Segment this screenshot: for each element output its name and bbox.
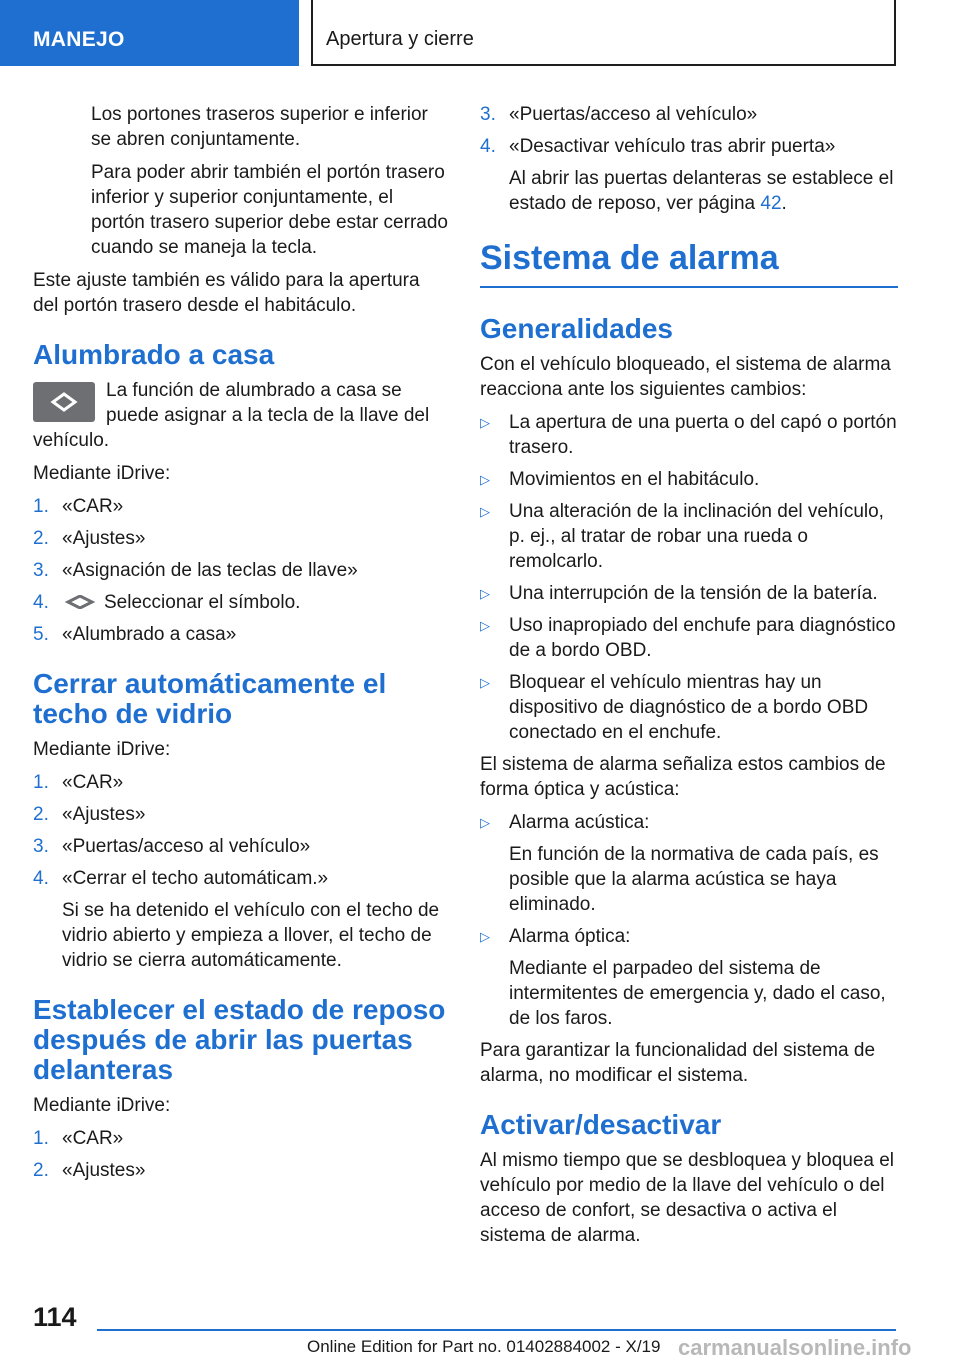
- step-note: Si se ha detenido el vehículo con el techo de vidrio abierto y empieza a llover, el techo de vidrio se cierra automáticamente.: [62, 900, 440, 971]
- list-item: ▷ Una alteración de la inclinación del vehículo, p. ej., al tratar de robar una rueda o remolcarlo.: [480, 501, 884, 572]
- alarm-triggers-list: [480, 410, 898, 745]
- heading-activar: Activar/desactivar: [480, 1109, 722, 1140]
- diamond-symbol-icon: [62, 595, 98, 609]
- generalidades-intro: Con el vehículo bloqueado, el sistema de alarma reacciona ante los siguientes cambios:: [480, 354, 891, 400]
- list-item: ▷ Alarma óptica: Mediante el parpadeo del sistema de intermitentes de emergencia y, dado el caso, de los faros.: [480, 926, 886, 1029]
- page-number: 114: [33, 1302, 77, 1332]
- page-link[interactable]: 42: [760, 193, 782, 214]
- list-item: 2. «Ajustes»: [33, 804, 146, 825]
- techo-steps: [33, 770, 448, 973]
- key-button-diamond-icon: [33, 382, 95, 422]
- list-item: ▷ Bloquear el vehículo mientras hay un dispositivo de diagnóstico de a bordo OBD conectado en el enchufe.: [480, 672, 869, 743]
- list-item: 5. «Alumbrado a casa»: [33, 624, 237, 645]
- alumbrado-mediante: Mediante iDrive:: [33, 463, 171, 484]
- alumbrado-text: La función de alumbrado a casa se puede asignar a la tecla de la llave del vehículo.: [33, 380, 430, 451]
- heading-techo: Cerrar automáticamente el techo de vidrio: [33, 668, 387, 729]
- reposo-steps-right: [480, 102, 898, 216]
- activar-paragraph: Al mismo tiempo que se desbloquea y bloquea el vehículo por medio de la llave del vehículo o del acceso de confort, se desactiva o activa el sistema de alarma.: [480, 1150, 895, 1246]
- list-item: ▷ Una interrupción de la tensión de la batería.: [480, 583, 878, 604]
- list-item: 1. «CAR»: [33, 1128, 124, 1149]
- intro-paragraph-1: Los portones traseros superior e inferior se abren conjuntamente.: [91, 104, 428, 150]
- footer-rule: [97, 1329, 896, 1331]
- generalidades-signals-intro: El sistema de alarma señaliza estos cambios de forma óptica y acústica:: [480, 754, 886, 800]
- step-text: «Cerrar el techo automáticam.»: [62, 868, 329, 889]
- list-item: 1. «CAR»: [33, 496, 124, 517]
- step-text: «Desactivar vehículo tras abrir puerta»: [509, 136, 836, 157]
- list-item: 4. Seleccionar el símbolo.: [33, 592, 301, 613]
- list-item: ▷ Movimientos en el habitáculo.: [480, 469, 760, 490]
- left-column: [33, 102, 448, 1190]
- list-item: 3. «Puertas/acceso al vehículo»: [480, 104, 758, 125]
- reposo-steps-left: [33, 1126, 448, 1183]
- triangle-bullet-icon: ▷: [480, 504, 490, 519]
- header-chapter-box: [311, 0, 896, 66]
- triangle-bullet-icon: ▷: [480, 618, 490, 633]
- step-note: Al abrir las puertas delanteras se establece el estado de reposo, ver página 42.: [509, 168, 894, 214]
- alumbrado-body: [33, 378, 448, 453]
- header-chapter-label: Apertura y cierre: [326, 28, 474, 50]
- list-item: 3. «Puertas/acceso al vehículo»: [33, 836, 311, 857]
- step-text: Seleccionar el símbolo.: [104, 592, 301, 613]
- triangle-bullet-icon: ▷: [480, 586, 490, 601]
- list-item: 4. «Cerrar el techo automáticam.» Si se ha detenido el vehículo con el techo de vidrio abierto y empieza a llover, el techo de vidrio se cierra automáticamente.: [33, 866, 448, 973]
- alarm-signals-list: [480, 810, 898, 1031]
- list-item: 4. «Desactivar vehículo tras abrir puerta» Al abrir las puertas delanteras se establece el estado de reposo, ver página 42.: [480, 134, 898, 216]
- triangle-bullet-icon: ▷: [480, 472, 490, 487]
- right-column: [480, 102, 898, 1256]
- alumbrado-steps: [33, 494, 448, 647]
- header-section-tab: [0, 0, 299, 66]
- list-item: ▷ Uso inapropiado del enchufe para diagnóstico de a bordo OBD.: [480, 615, 896, 661]
- list-item: 2. «Ajustes»: [33, 528, 146, 549]
- heading-sistema-alarma: Sistema de alarma: [480, 238, 898, 288]
- intro-paragraph-2: Para poder abrir también el portón trasero inferior y superior conjuntamente, el portón trasero superior debe estar cerrado cuando se maneja la tecla.: [91, 162, 448, 258]
- triangle-bullet-icon: ▷: [480, 415, 490, 430]
- techo-mediante: Mediante iDrive:: [33, 739, 171, 760]
- list-item: ▷ La apertura de una puerta o del capó o portón trasero.: [480, 412, 897, 458]
- generalidades-note: Para garantizar la funcionalidad del sistema de alarma, no modificar el sistema.: [480, 1040, 876, 1086]
- header-section-label: MANEJO: [33, 28, 125, 51]
- heading-alumbrado: Alumbrado a casa: [33, 339, 275, 370]
- list-item: 1. «CAR»: [33, 772, 124, 793]
- triangle-bullet-icon: ▷: [480, 929, 490, 944]
- heading-generalidades: Generalidades: [480, 313, 673, 344]
- list-item: 3. «Asignación de las teclas de llave»: [33, 560, 358, 581]
- list-item: 2. «Ajustes»: [33, 1160, 146, 1181]
- reposo-mediante: Mediante iDrive:: [33, 1095, 171, 1116]
- list-item: ▷ Alarma acústica: En función de la normativa de cada país, es posible que la alarma acústica se haya eliminado.: [480, 812, 879, 915]
- heading-reposo: Establecer el estado de reposo después de abrir las puertas delanteras: [33, 994, 446, 1085]
- triangle-bullet-icon: ▷: [480, 675, 490, 690]
- triangle-bullet-icon: ▷: [480, 815, 490, 830]
- footer-edition: Online Edition for Part no. 01402884002 - X/19: [307, 1337, 661, 1356]
- watermark: carmanualsonline.info: [678, 1335, 912, 1360]
- intro-paragraph-3: Este ajuste también es válido para la apertura del portón trasero desde el habitáculo.: [33, 270, 420, 316]
